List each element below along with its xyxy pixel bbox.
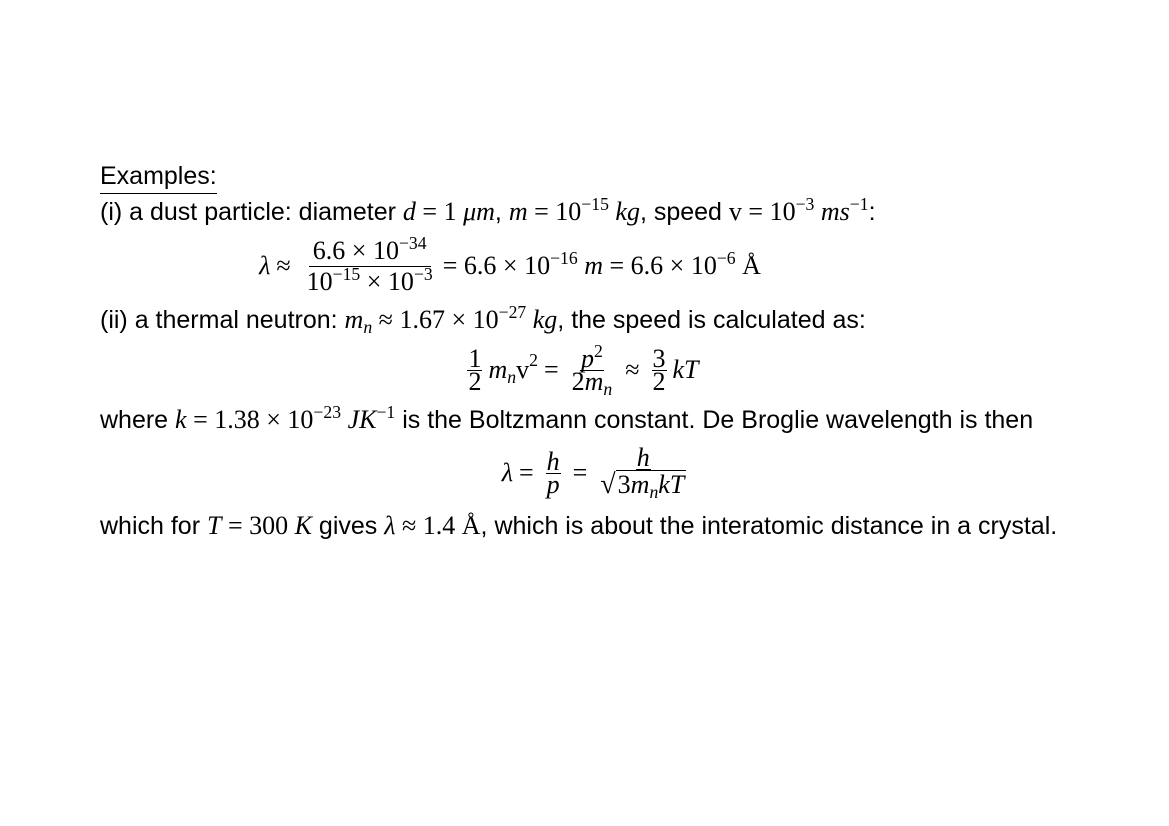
example-dust-particle xyxy=(100,194,1070,230)
dust-speed-text: , speed xyxy=(639,198,729,226)
dust-separator-text: , xyxy=(494,198,509,226)
mass-expr: $m = 10^{-15}$ kg xyxy=(508,194,640,226)
neutron-mass-expr: $m_n \approx 1.67 \times 10^{-27}$ kg xyxy=(344,302,558,338)
wavelength-fraction: $\frac{6.6 \times 10^{-34}}{10^{-15} \times 10^{-3}}$ xyxy=(306,232,433,296)
boltzmann-lead-text: where xyxy=(100,406,176,434)
kinetic-energy-equation: $\frac{1}{2}$ $m_n$ v $^2$ = $\frac{p^2}{2m_n}$ ≈ $\frac{3}{2}$ kT xyxy=(468,340,699,399)
boltzmann-paragraph xyxy=(100,402,1070,438)
slide xyxy=(100,158,1070,544)
neutron-tail-text: , the speed is calculated as: xyxy=(557,306,866,334)
speed-expr: $v = 10^{-3}$ $ms^{-1}$ xyxy=(728,194,869,226)
conclusion-mid-text: gives xyxy=(311,512,385,540)
neutron-lead-text: (ii) a thermal neutron: xyxy=(100,306,345,334)
examples-heading: Examples: xyxy=(100,161,217,194)
boltzmann-constant-expr: $k = 1.38 \times 10^{-23}$ $JK^{-1}$ xyxy=(175,402,396,434)
wavelength-result-expr: λ ≈ 1.4 Å xyxy=(384,511,481,540)
diameter-expr: d = 1 μm xyxy=(402,197,495,226)
conclusion-paragraph xyxy=(100,508,1070,544)
de-broglie-equation: λ = $\frac{h}{p}$ = h √ $3m_nkT$ xyxy=(501,443,685,503)
conclusion-tail-text: , which is about the interatomic distance in a crystal. xyxy=(480,512,1058,540)
example-thermal-neutron xyxy=(100,302,1070,338)
heading-line xyxy=(100,158,1070,194)
conclusion-lead-text: which for xyxy=(100,512,207,540)
dust-lead-text: (i) a dust particle: diameter xyxy=(100,198,403,226)
wavelength-dust-equation: λ ≈ $\frac{6.6 \times 10^{-34}}{10^{-15} \times 10^{-3}}$ = $6.6 \times 10^{-16}$ $m = 6.6 \times 10^{-6}$ Å xyxy=(259,232,761,296)
boltzmann-tail-text: is the Boltzmann constant. De Broglie wavelength is then xyxy=(395,406,1034,434)
dust-colon-text: : xyxy=(868,198,876,226)
temperature-expr: T = 300 K xyxy=(206,511,312,540)
